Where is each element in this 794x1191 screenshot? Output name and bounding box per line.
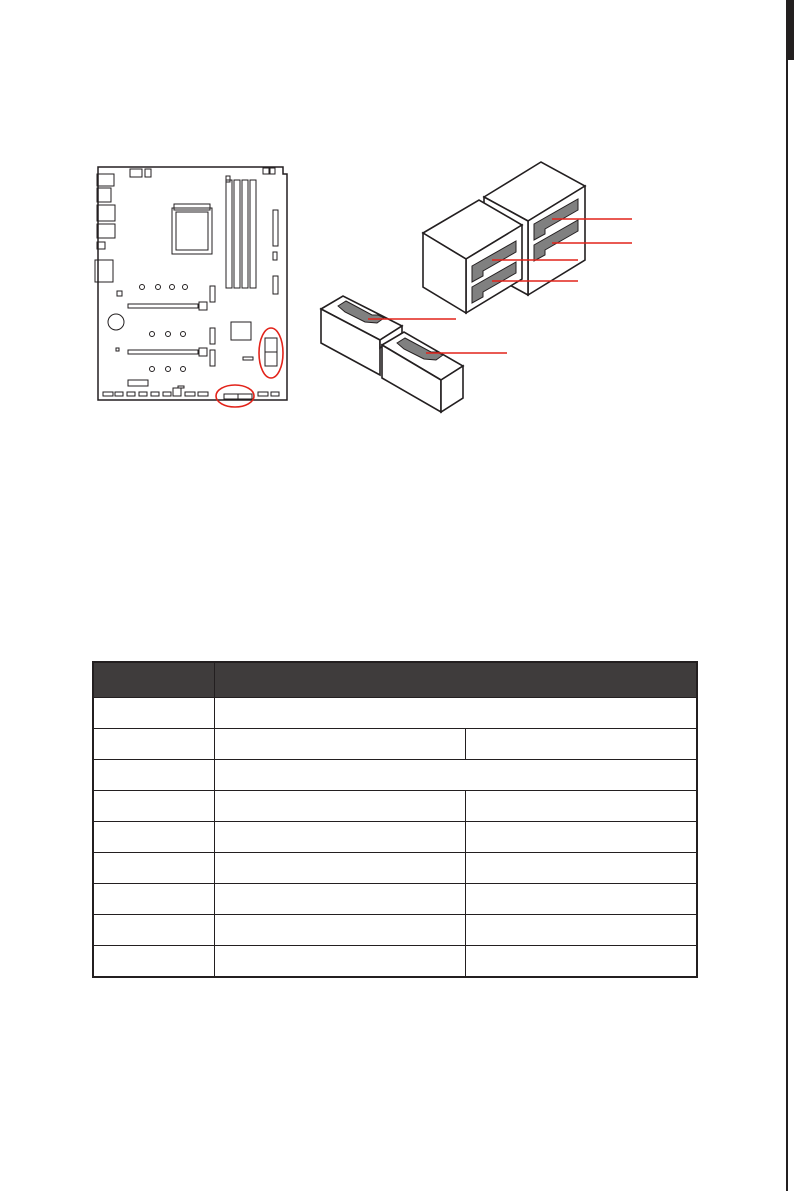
sata-connector-stack — [321, 162, 585, 412]
table-cell — [93, 884, 214, 915]
table-cell — [214, 946, 465, 978]
table-row — [93, 729, 697, 760]
table-cell — [465, 791, 697, 822]
table-cell — [214, 822, 465, 853]
table-cell — [465, 884, 697, 915]
table-row — [93, 698, 697, 729]
table-cell — [93, 791, 214, 822]
table-cell — [93, 729, 214, 760]
table-cell — [93, 822, 214, 853]
table-header-cell — [214, 662, 697, 698]
table-cell — [214, 884, 465, 915]
table-row — [93, 791, 697, 822]
table-cell — [214, 760, 697, 791]
table-cell — [214, 729, 465, 760]
table-header-cell — [93, 662, 214, 698]
table-cell — [214, 698, 697, 729]
table-cell — [93, 698, 214, 729]
table-row — [93, 946, 697, 978]
table-cell — [465, 729, 697, 760]
sata-figure — [0, 150, 794, 430]
spec-table — [92, 661, 698, 978]
table-cell — [93, 853, 214, 884]
table-cell — [93, 946, 214, 978]
table-row — [93, 915, 697, 946]
table-cell — [214, 791, 465, 822]
table-cell — [465, 822, 697, 853]
table-cell — [93, 915, 214, 946]
table-row — [93, 884, 697, 915]
table-body — [93, 698, 697, 978]
table-cell — [214, 915, 465, 946]
table-cell — [93, 760, 214, 791]
table-header-row — [93, 662, 697, 698]
table-cell — [465, 853, 697, 884]
table-row — [93, 853, 697, 884]
motherboard-diagram — [95, 167, 287, 407]
table-row — [93, 760, 697, 791]
table-cell — [214, 853, 465, 884]
edge-tab-block — [786, 0, 794, 60]
table-cell — [465, 946, 697, 978]
table-row — [93, 822, 697, 853]
table-cell — [465, 915, 697, 946]
